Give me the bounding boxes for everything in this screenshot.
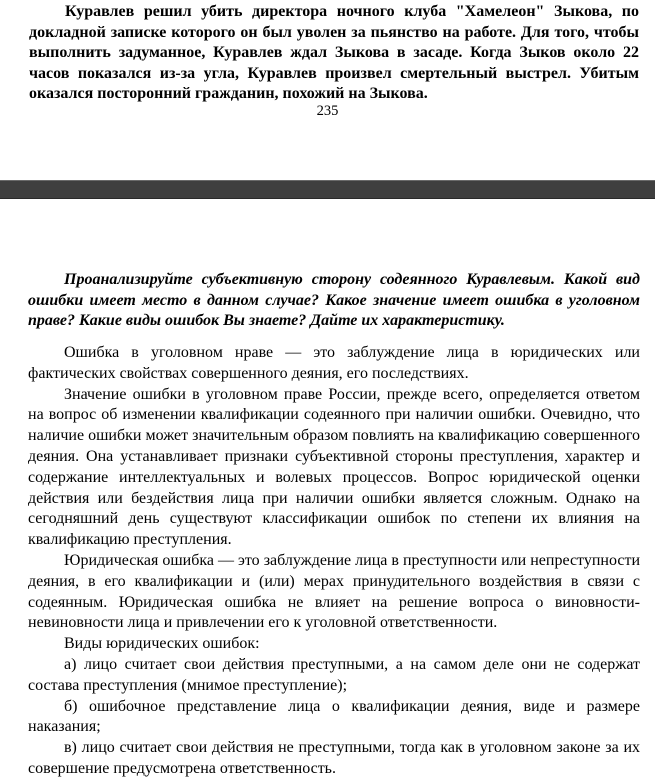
paragraph-significance: Значение ошибки в уголовном праве России, прежде всего, определяется ответом на вопрос об изменении квалификации содеянного при наличии ошибки. Очевидно, что наличие ошибки может значительным образом повлиять на квалификацию совершенного деяния. Она устанавливает признаки субъективной стороны преступления, характер и содержание интеллектуальных и волевых процессов. Вопрос юридической оценки действия или бездействия лица при наличии ошибки является сложным. Однако на сегодняшний день существуют классификации ошибок по степени их влияния на квалификацию преступления. xyxy=(28,385,640,549)
answer-body xyxy=(28,343,640,780)
task-text: Куравлев решил убить директора ночного клуба "Хамелеон" Зыкова, по докладной записке которого он был уволен за пьянство на работе. Для того, чтобы выполнить задуманное, Куравлев ждал Зыкова в засаде. Когда Зыков около 22 часов показался из-за угла, Куравлев произвел смертельный выстрел. Убитым оказался посторонний гражданин, похожий на Зыкова. xyxy=(29,3,639,102)
paragraph-definition: Ошибка в уголовном нраве — это заблуждение лица в юридических или фактических свойствах совершенного деяния, его последствиях. xyxy=(28,344,640,382)
list-item-a: а) лицо считает свои действия преступными, а на самом деле они не содержат состава преступления (мнимое преступление); xyxy=(28,655,640,694)
page-number: 235 xyxy=(316,103,339,119)
paragraph-types-heading: Виды юридических ошибок: xyxy=(64,635,260,653)
list-item-c: в) лицо считает свои действия не преступными, тогда как в уголовном законе за их совершение предусмотрена ответственность. xyxy=(28,739,640,777)
page-divider xyxy=(0,180,655,199)
upper-page xyxy=(0,0,655,180)
paragraph-legal-error: Юридическая ошибка — это заблуждение лица в преступности или непреступности деяния, в его квалификации и (или) мерах принудительного воздействия в связи с содеянным. Юридическая ошибка не влияет на решение вопроса о виновности-невиновности лица и привлечении его к уголовной ответственности. xyxy=(28,551,640,632)
question-text: Проанализируйте субъективную сторону содеянного Куравлевым. Какой вид ошибки имеет место в данном случае? Какое значение имеет ошибка в уголовном праве? Какие виды ошибок Вы знаете? Дайте их характеристику. xyxy=(28,271,640,329)
lower-page xyxy=(0,199,655,777)
list-item-b: б) ошибочное представление лица о квалификации деяния, виде и размере наказания; xyxy=(28,697,640,736)
